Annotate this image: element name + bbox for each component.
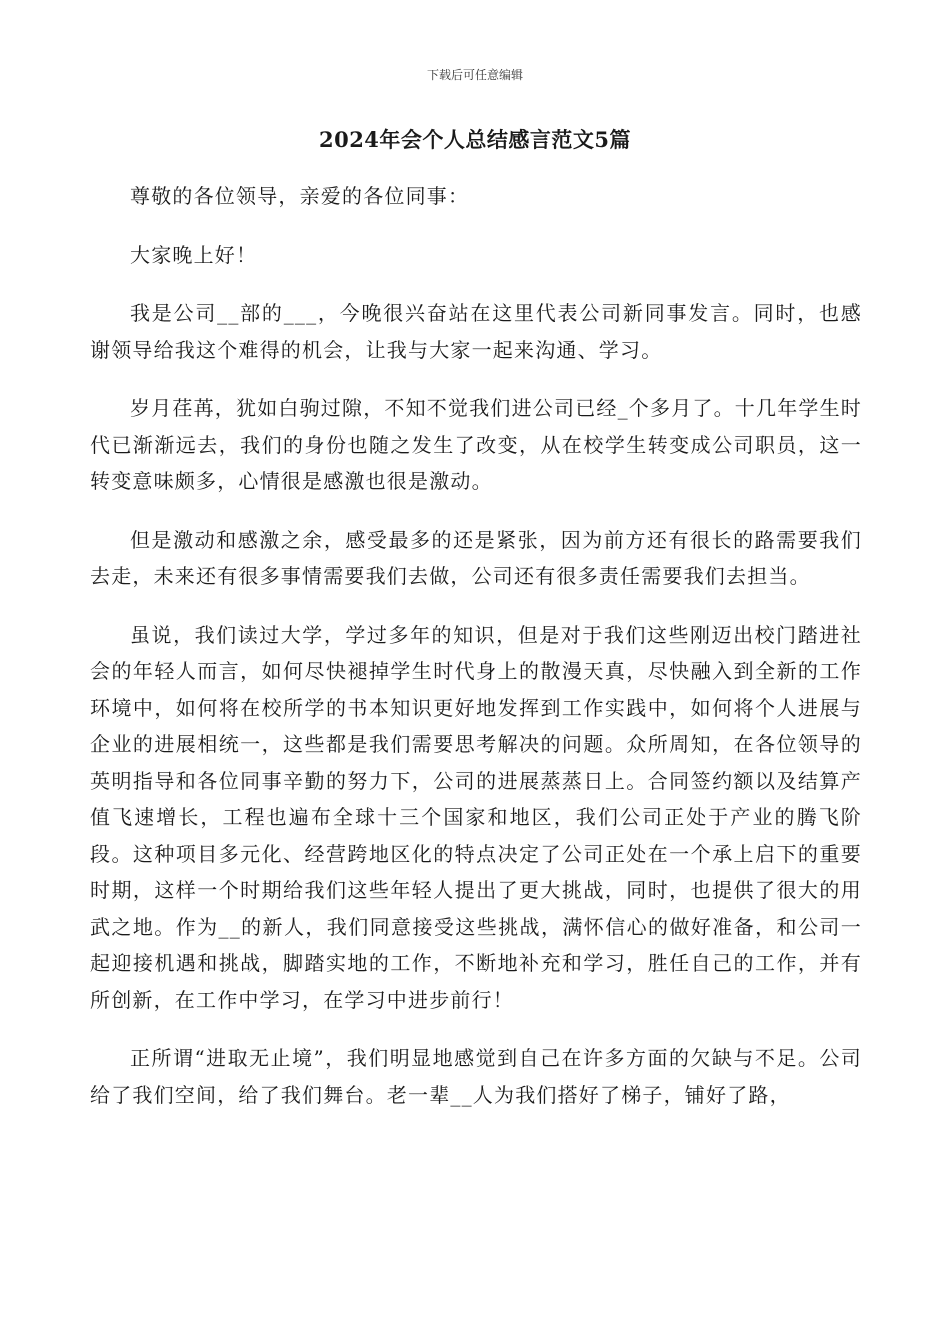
paragraph-greeting: 大家晚上好！	[130, 242, 258, 267]
document-title: 2024年会个人总结感言范文5篇	[318, 127, 632, 152]
paragraph-time: 岁月荏苒，犹如白驹过隙，不知不觉我们进公司已经_个多月了。十几年学生时代已渐渐远去，我们的身份也随之发生了改变，从在校学生转变成公司职员，这一转变意味颇多，心情很是感激也很是激动。	[90, 396, 862, 493]
document-body	[90, 178, 862, 1135]
paragraph-tension: 但是激动和感激之余，感受最多的还是紧张，因为前方还有很长的路需要我们去走，未来还有很多事情需要我们去做，公司还有很多责任需要我们去担当。	[90, 527, 862, 588]
paragraph-challenges: 虽说，我们读过大学，学过多年的知识，但是对于我们这些刚迈出校门踏进社会的年轻人而言，如何尽快褪掉学生时代身上的散漫天真，尽快融入到全新的工作环境中，如何将在校所学的书本知识更好地发挥到工作实践中，如何将个人进展与企业的进展相统一，这些都是我们需要思考解决的问题。众所周知，在各位领导的英明指导和各位同事辛勤的努力下，公司的进展蒸蒸日上。合同签约额以及结算产值飞速增长，工程也遍布全球十三个国家和地区，我们公司正处于产业的腾飞阶段。这种项目多元化、经营跨地区化的特点决定了公司正处在一个承上启下的重要时期，这样一个时期给我们这些年轻人提出了更大挑战，同时，也提供了很大的用武之地。作为__的新人，我们同意接受这些挑战，满怀信心的做好准备，和公司一起迎接机遇和挑战，脚踏实地的工作，不断地补充和学习，胜任自己的工作，并有所创新，在工作中学习，在学习中进步前行！	[90, 622, 862, 1012]
paragraph-progress: 正所谓“进取无止境”，我们明显地感觉到自己在许多方面的欠缺与不足。公司给了我们空间，给了我们舞台。老一辈__人为我们搭好了梯子，铺好了路，	[90, 1046, 862, 1107]
paragraph-intro: 我是公司__部的___，今晚很兴奋站在这里代表公司新同事发言。同时，也感谢领导给我这个难得的机会，让我与大家一起来沟通、学习。	[90, 301, 862, 362]
paragraph-salutation: 尊敬的各位领导，亲爱的各位同事：	[130, 184, 470, 208]
header-note: 下载后可任意编辑	[426, 68, 523, 82]
